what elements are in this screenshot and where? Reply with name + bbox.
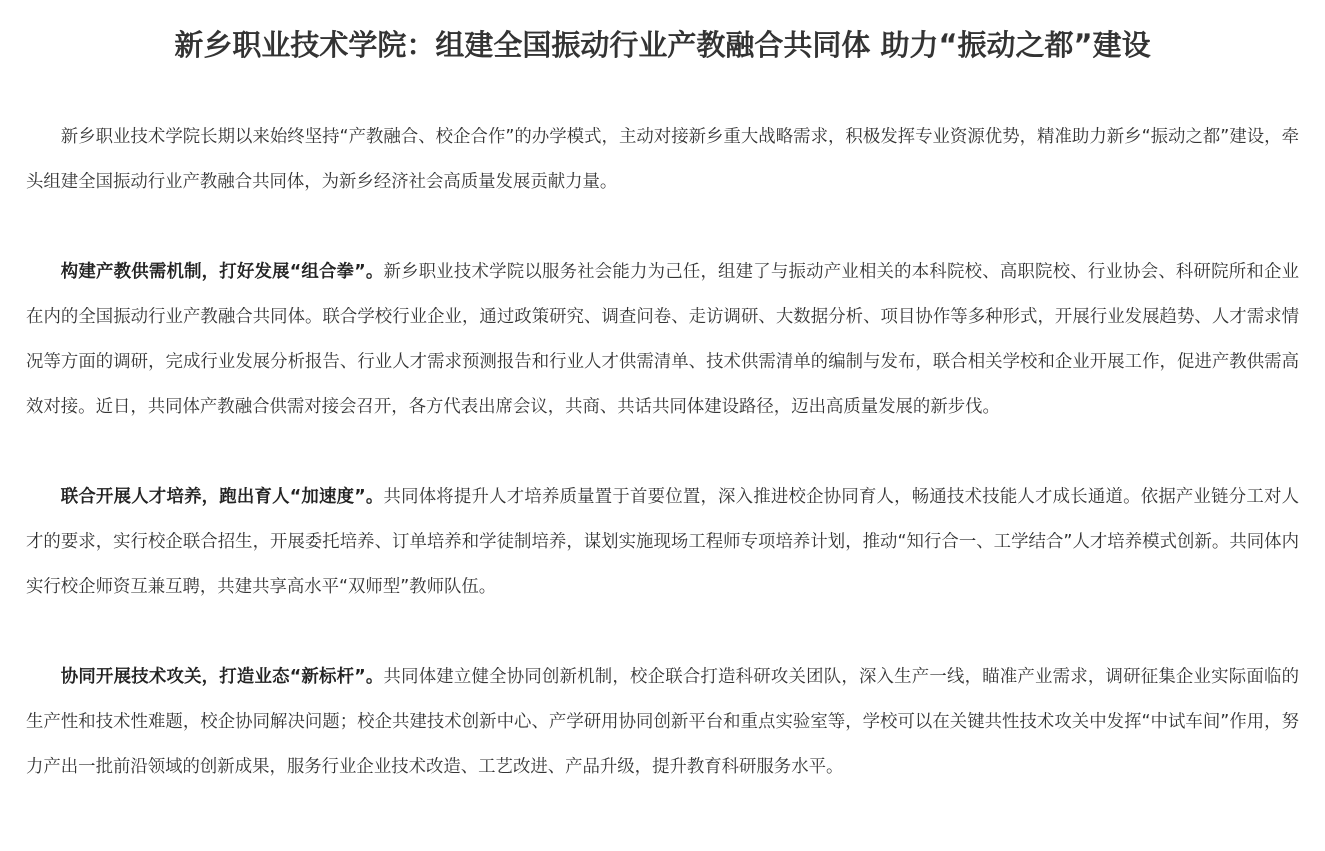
paragraph-text: 新乡职业技术学院长期以来始终坚持“产教融合、校企合作”的办学模式，主动对接新乡重大战略需求，积极发挥专业资源优势，精准助力新乡“振动之都”建设，牵头组建全国振动行业产教融合共同体，为新乡经济社会高质量发展贡献力量。 (26, 127, 1299, 192)
article-paragraph-talent-training (26, 475, 1299, 610)
article-paragraph-intro (26, 115, 1299, 205)
paragraph-text: 新乡职业技术学院以服务社会能力为己任，组建了与振动产业相关的本科院校、高职院校、行业协会、科研院所和企业在内的全国振动行业产教融合共同体。联合学校行业企业，通过政策研究、调查问卷、走访调研、大数据分析、项目协作等多种形式，开展行业发展趋势、人才需求情况等方面的调研，完成行业发展分析报告、行业人才需求预测报告和行业人才供需清单、技术供需清单的编制与发布，联合相关学校和企业开展工作，促进产教供需高效对接。近日，共同体产教融合供需对接会召开，各方代表出席会议，共商、共话共同体建设路径，迈出高质量发展的新步伐。 (26, 262, 1299, 417)
paragraph-text: 共同体将提升人才培养质量置于首要位置，深入推进校企协同育人，畅通技术技能人才成长通道。依据产业链分工对人才的要求，实行校企联合招生，开展委托培养、订单培养和学徒制培养，谋划实施现场工程师专项培养计划，推动“知行合一、工学结合”人才培养模式创新。共同体内实行校企师资互兼互聘，共建共享高水平“双师型”教师队伍。 (26, 487, 1299, 597)
paragraph-text: 共同体建立健全协同创新机制，校企联合打造科研攻关团队，深入生产一线，瞄准产业需求，调研征集企业实际面临的生产性和技术性难题，校企协同解决问题；校企共建技术创新中心、产学研用协同创新平台和重点实验室等，学校可以在关键共性技术攻关中发挥“中试车间”作用，努力产出一批前沿领域的创新成果，服务行业企业技术改造、工艺改进、产品升级，提升教育科研服务水平。 (26, 667, 1299, 777)
article-paragraph-tech-research (26, 655, 1299, 790)
paragraph-lead: 协同开展技术攻关，打造业态“新标杆”。 (60, 667, 384, 687)
article-title: 新乡职业技术学院：组建全国振动行业产教融合共同体 助力“振动之都”建设 (174, 28, 1151, 62)
paragraph-lead: 联合开展人才培养，跑出育人“加速度”。 (60, 487, 384, 507)
paragraph-lead: 构建产教供需机制，打好发展“组合拳”。 (60, 262, 384, 282)
article-paragraph-supply-demand (26, 250, 1299, 430)
